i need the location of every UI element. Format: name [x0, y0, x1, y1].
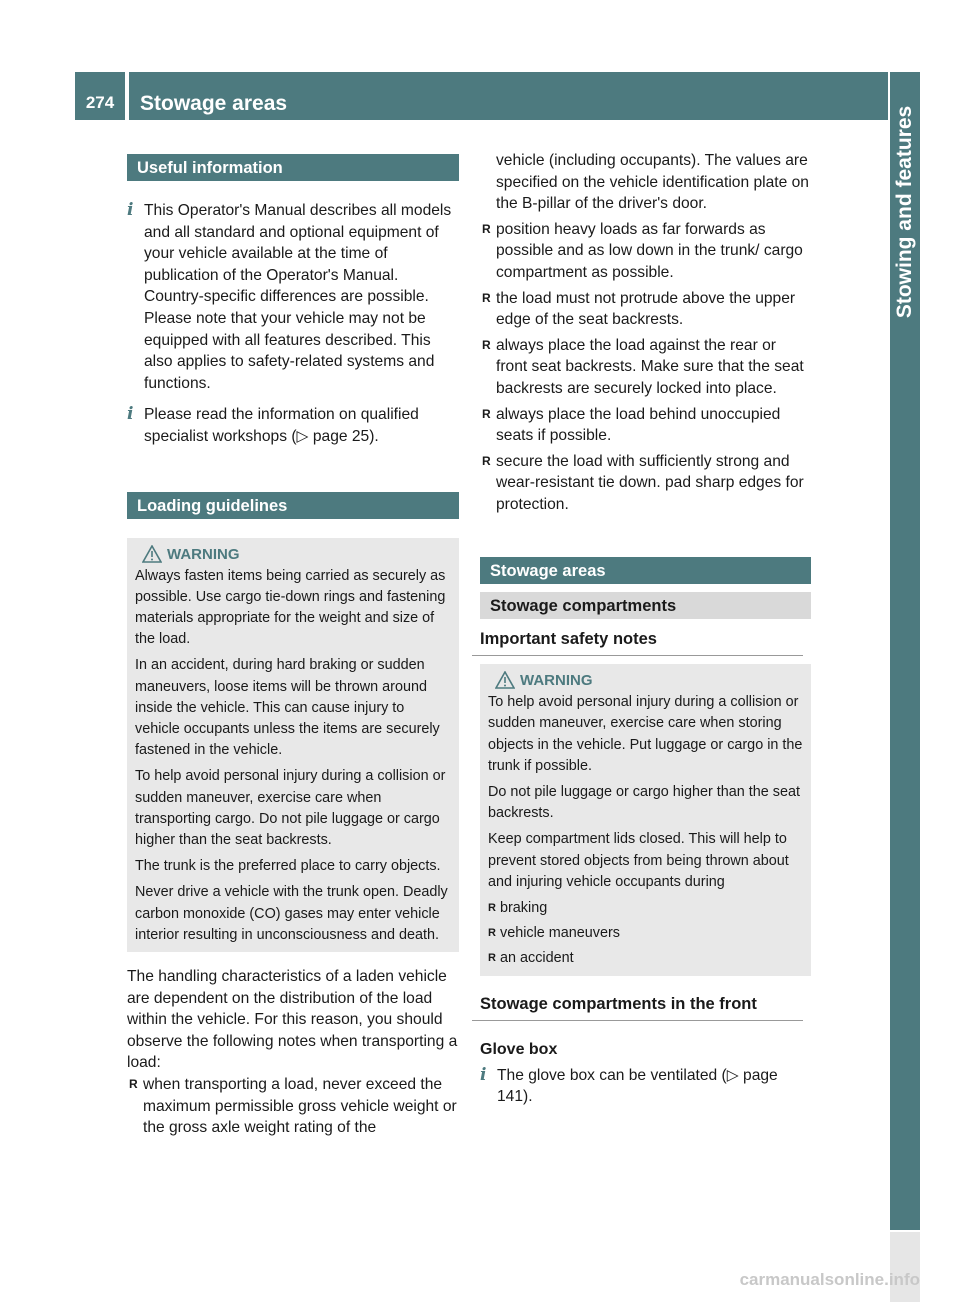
- side-tab-gray: [890, 1232, 920, 1302]
- bullet-icon: R: [482, 290, 491, 305]
- heading-stowage-front: Stowage compartments in the front: [472, 994, 803, 1022]
- heading-important-safety-notes: Important safety notes: [472, 629, 803, 657]
- info-text: Please read the information on qualified specialist workshops (▷ page 25).: [144, 406, 419, 445]
- handling-paragraph: The handling characteristics of a laden vehicle are dependent on the distribution of the load within the vehicle. For this reason, you should observe the following notes when transporting a load:: [127, 967, 458, 1072]
- subsection-heading-stowage-compartments: Stowage compartments: [480, 592, 811, 619]
- page-number: 274: [85, 93, 115, 112]
- warning-paragraph: To help avoid personal injury during a collision or sudden maneuver, exercise care when storing objects in the vehicle. Put luggage or cargo in the trunk if possible.: [488, 694, 803, 774]
- info-icon: i: [127, 200, 134, 220]
- info-text: This Operator's Manual describes all models and all standard and optional equipment of your vehicle available at the time of publication of the Operator's Manual. Country-specific differences are possible. Please note that your vehicle may not be equipped with all features described. This also applies to safety-related systems and functions.: [144, 202, 452, 392]
- list-item: R braking: [488, 898, 803, 919]
- list-item: R always place the load behind unoccupied seats if possible.: [482, 405, 781, 445]
- side-tab-label: Stowing and features: [893, 105, 916, 319]
- list-item: R vehicle maneuvers: [488, 923, 803, 944]
- list-item: R position heavy loads as far forwards as possible and as low down in the trunk/ cargo compartment as possible.: [482, 220, 803, 281]
- watermark: carmanualsonline.info: [739, 1270, 920, 1289]
- right-column: [480, 150, 811, 1108]
- warning-paragraph: Do not pile luggage or cargo higher than the seat backrests.: [488, 783, 801, 822]
- bullet-icon: R: [488, 927, 496, 940]
- warning-box: [480, 664, 811, 975]
- warning-paragraph: Always fasten items being carried as securely as possible. Use cargo tie-down rings and fastening materials appropriate for the weight and size of the load.: [135, 567, 446, 648]
- info-icon: i: [480, 1064, 487, 1085]
- warning-paragraph: The trunk is the preferred place to carry objects.: [135, 858, 441, 875]
- list-item: R an accident: [488, 948, 803, 969]
- warning-paragraph: Keep compartment lids closed. This will help to prevent stored objects from being thrown about and injuring vehicle occupants during: [488, 831, 789, 890]
- section-heading-stowage-areas: Stowage areas: [480, 557, 811, 584]
- warning-paragraph: In an accident, during hard braking or sudden maneuvers, loose items will be thrown around inside the vehicle. This can cause injury to vehicle occupants unless the items are securely fastened in the vehicle.: [135, 657, 440, 759]
- warning-paragraph: Never drive a vehicle with the trunk open. Deadly carbon monoxide (CO) gases may enter vehicle interior resulting in unconsciousness and death.: [135, 884, 448, 943]
- heading-glove-box: Glove box: [480, 1041, 558, 1059]
- bullet-icon: R: [482, 221, 491, 236]
- warning-title: WARNING: [135, 544, 451, 566]
- list-item: R always place the load against the rear or front seat backrests. Make sure that the seat backrests are securely locked into place.: [482, 336, 804, 397]
- list-item: R secure the load with sufficiently strong and wear-resistant tie down. pad sharp edges for protection.: [482, 452, 804, 513]
- warning-title: WARNING: [488, 670, 803, 692]
- bullet-icon: R: [482, 453, 491, 468]
- warning-paragraph: To help avoid personal injury during a collision or sudden maneuver, exercise care when transporting cargo. Do not pile luggage or cargo higher than the seat backrests.: [135, 768, 446, 848]
- left-column: [127, 150, 459, 1139]
- list-item: R when transporting a load, never exceed the maximum permissible gross vehicle weight or the gross axle weight rating of the: [129, 1075, 457, 1137]
- bullet-icon: R: [488, 952, 496, 965]
- bullet-icon: R: [482, 406, 491, 421]
- bullet-icon: R: [488, 901, 496, 914]
- page-title: Stowage areas: [140, 92, 288, 115]
- bullet-icon: R: [482, 337, 491, 352]
- bullet-icon: R: [129, 1076, 138, 1091]
- info-text: The glove box can be ventilated (▷ page 141).: [497, 1066, 778, 1106]
- continuation-text: vehicle (including occupants). The values are specified on the vehicle identification plate on the B-pillar of the driver's door.: [496, 152, 809, 213]
- section-heading-loading-guidelines: Loading guidelines: [127, 492, 459, 519]
- info-icon: i: [127, 404, 134, 425]
- warning-box: [127, 538, 459, 952]
- info-note: [127, 404, 459, 447]
- warning-triangle-icon: [495, 671, 515, 689]
- warning-triangle-icon: [142, 545, 162, 563]
- info-note: [480, 1065, 811, 1108]
- section-heading-useful-information: Useful information: [127, 154, 459, 181]
- info-note: [127, 200, 459, 394]
- list-item: R the load must not protrude above the upper edge of the seat backrests.: [482, 289, 796, 329]
